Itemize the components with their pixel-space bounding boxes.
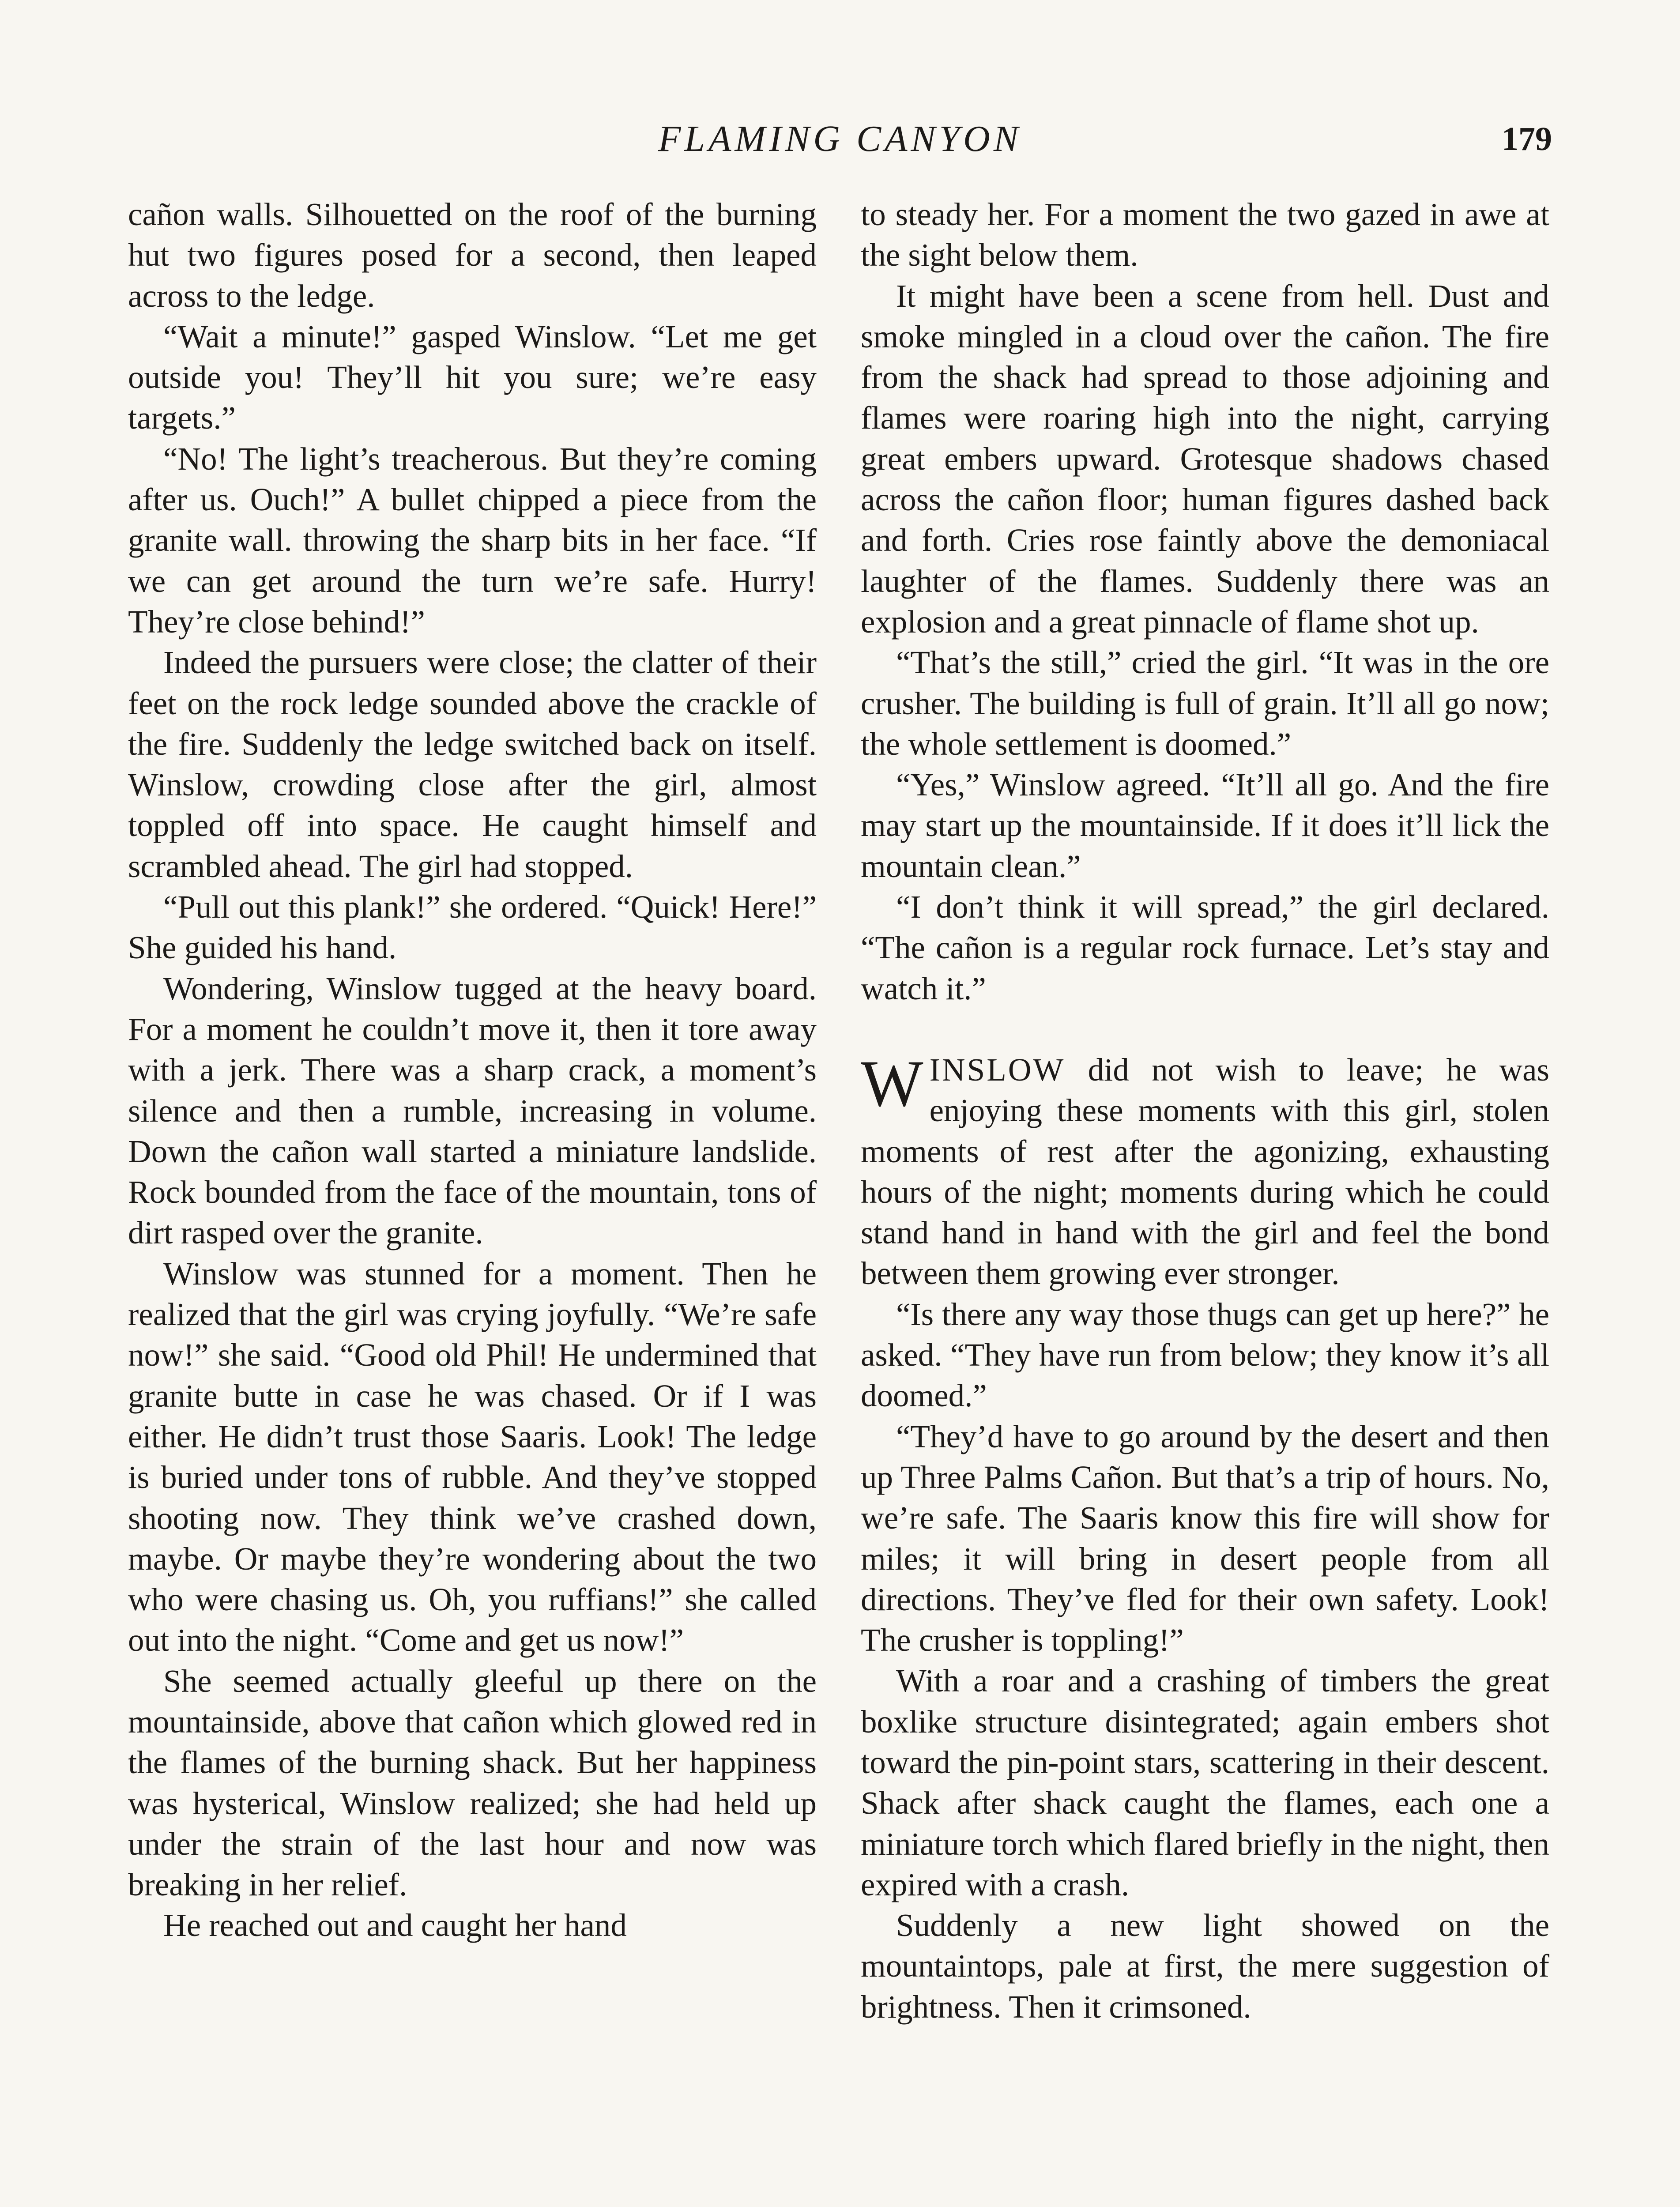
section-text: did not wish to leave; he was enjoying these moments with this girl, stolen moments of rest after the agonizing, exhausting hours of the night; moments during which he could stand hand in hand with the girl and feel the bond between them growing ever stronger.: [861, 1051, 1549, 1292]
small-caps-word: INSLOW: [929, 1051, 1066, 1088]
paragraph: cañon walls. Silhouetted on the roof of the burning hut two figures posed for a second, then leaped across to the ledge.: [128, 196, 817, 314]
paragraph: She seemed actually gleeful up there on the mountainside, above that cañon which glowed red in the flames of the burning shack. But her happiness was hysterical, Winslow realized; she had held up under the strain of the last hour and now was breaking in her relief.: [128, 1663, 817, 1903]
text-columns: [128, 194, 1552, 2207]
paragraph: “I don’t think it will spread,” the girl declared. “The cañon is a regular rock furnace. Let’s stay and watch it.”: [861, 889, 1549, 1006]
drop-cap: W: [861, 1047, 923, 1120]
page-header: [128, 110, 1552, 168]
paragraph: “Wait a minute!” gasped Winslow. “Let me get outside you! They’ll hit you sure; we’re easy targets.”: [128, 318, 817, 436]
paragraph: to steady her. For a moment the two gazed in awe at the sight below them.: [861, 196, 1549, 273]
paragraph: “That’s the still,” cried the girl. “It was in the ore crusher. The building is full of grain. It’ll all go now; the whole settlement is doomed.”: [861, 644, 1549, 762]
paragraph: Suddenly a new light showed on the mountaintops, pale at first, the mere suggestion of brightness. Then it crimsoned.: [861, 1907, 1549, 2025]
paragraph: He reached out and caught her hand: [163, 1907, 627, 1943]
paragraph: With a roar and a crashing of timbers the great boxlike structure disintegrated; again embers shot toward the pin-point stars, scattering in their descent. Shack after shack caught the flames, each one a miniature torch which flared briefly in the night, then expired with a crash.: [861, 1663, 1549, 1902]
paragraph: Indeed the pursuers were close; the clatter of their feet on the rock ledge sounded above the crackle of the fire. Suddenly the ledge switched back on itself. Winslow, crowding close after the girl, almost toppled off into space. He caught himself and scrambled ahead. The girl had stopped.: [128, 644, 817, 884]
paragraph: “Yes,” Winslow agreed. “It’ll all go. And the fire may start up the mountainside. If it does it’ll lick the mountain clean.”: [861, 767, 1549, 884]
right-column: [861, 194, 1549, 2207]
paragraph: It might have been a scene from hell. Dust and smoke mingled in a cloud over the cañon. The fire from the shack had spread to those adjoining and flames were roaring high into the night, carrying great embers upward. Grotesque shadows chased across the cañon floor; human figures dashed back and forth. Cries rose faintly above the demoniacal laughter of the flames. Suddenly there was an explosion and a great pinnacle of flame shot up.: [861, 278, 1549, 640]
running-title: FLAMING CANYON: [658, 118, 1022, 159]
paragraph: “They’d have to go around by the desert and then up Three Palms Cañon. But that’s a trip of hours. No, we’re safe. The Saaris know this fire will show for miles; it will bring in desert people from all directions. They’ve fled for their own safety. Look! The crusher is toppling!”: [861, 1418, 1549, 1658]
left-column: [128, 194, 817, 2207]
page-number: 179: [1502, 121, 1552, 158]
paragraph: “No! The light’s treacherous. But they’re coming after us. Ouch!” A bullet chipped a piece from the granite wall. throwing the sharp bits in her face. “If we can get around the turn we’re safe. Hurry! They’re close behind!”: [128, 441, 817, 640]
paragraph: “Is there any way those thugs can get up here?” he asked. “They have run from below; they know it’s all doomed.”: [861, 1296, 1549, 1414]
paragraph: Winslow was stunned for a moment. Then he realized that the girl was crying joyfully. “We’re safe now!” she said. “Good old Phil! He undermined that granite butte in case he was chased. Or if I was either. He didn’t trust those Saaris. Look! The ledge is buried under tons of rubble. And they’ve stopped shooting now. They think we’ve crashed down, maybe. Or maybe they’re wondering about the two who were chasing us. Oh, you ruffians!” she called out into the night. “Come and get us now!”: [128, 1255, 817, 1658]
paragraph: “Pull out this plank!” she ordered. “Quick! Here!” She guided his hand.: [128, 889, 817, 966]
paragraph: Wondering, Winslow tugged at the heavy board. For a moment he couldn’t move it, then it tore away with a jerk. There was a sharp crack, a moment’s silence and then a rumble, increasing in volume. Down the cañon wall started a miniature landslide. Rock bounded from the face of the mountain, tons of dirt rasped over the granite.: [128, 970, 817, 1251]
section-opening-paragraph: [861, 1047, 1549, 1294]
